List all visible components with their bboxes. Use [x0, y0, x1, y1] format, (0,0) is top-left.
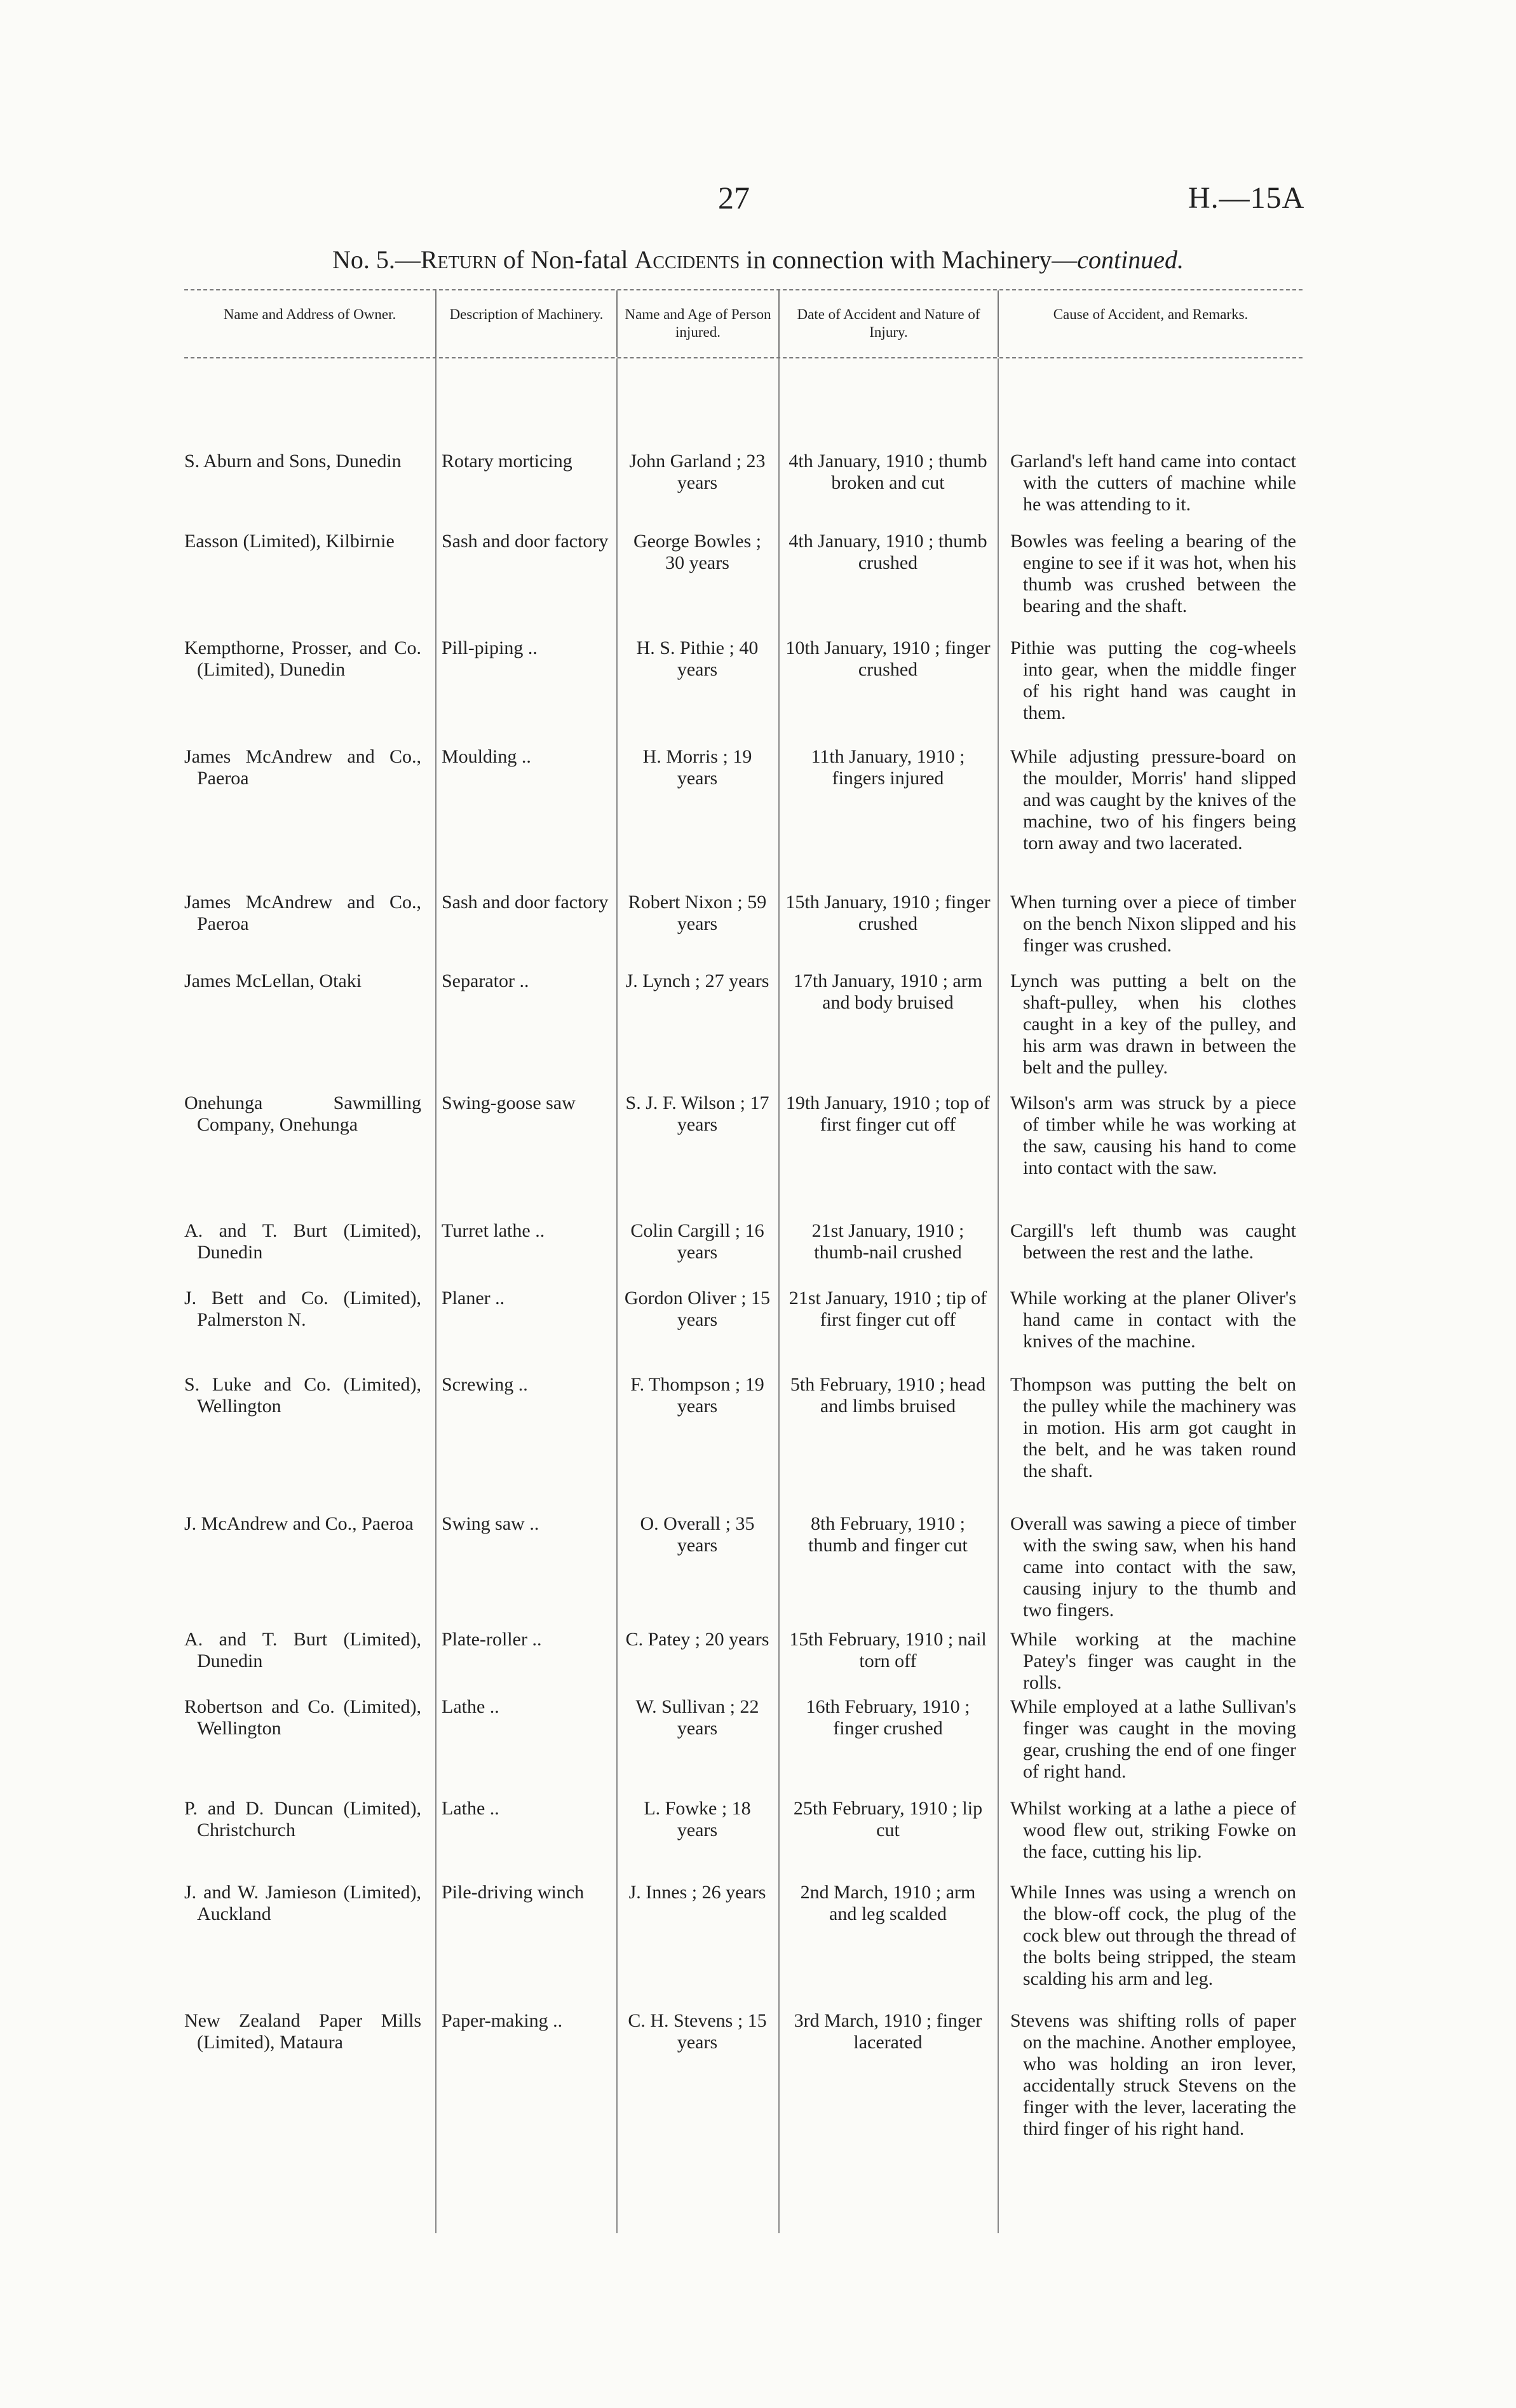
table-row	[184, 1220, 1303, 1263]
table-row	[184, 1513, 1303, 1621]
header-injury: Date of Accident and Nature of Injury.	[778, 290, 998, 357]
cell-cause: Wilson's arm was struck by a piece of timber while he was working at the saw, causing his hand to come into contact with the saw.	[1010, 1092, 1296, 1179]
table-header	[184, 290, 1303, 358]
cell-person: Gordon Oliver ; 15 years	[624, 1288, 771, 1331]
cell-injury: 10th January, 1910 ; finger crushed	[785, 637, 991, 681]
column-separator	[778, 358, 780, 2233]
table-row	[184, 970, 1303, 1078]
cell-cause: Thompson was putting the belt on the pulley while the machinery was in motion. His arm got caught in the belt, and he was taken round the shaft.	[1010, 1374, 1296, 1482]
cell-machinery: Planer ..	[442, 1288, 505, 1309]
table-row	[184, 1374, 1303, 1482]
cell-injury: 2nd March, 1910 ; arm and leg scalded	[800, 1882, 976, 1925]
cell-injury: 8th February, 1910 ; thumb and finger cut	[808, 1513, 968, 1556]
cell-person: J. Innes ; 26 years	[628, 1882, 766, 1903]
cell-person: Robert Nixon ; 59 years	[628, 892, 767, 935]
table-row	[184, 1092, 1303, 1179]
cell-machinery: Turret lathe ..	[442, 1220, 545, 1242]
cell-owner: Kempthorne, Prosser, and Co. (Limited), Dunedin	[184, 637, 421, 681]
cell-person: F. Thompson ; 19 years	[630, 1374, 764, 1417]
cell-machinery: Swing-goose saw	[442, 1092, 576, 1114]
cell-injury: 3rd March, 1910 ; finger lacerated	[794, 2010, 982, 2053]
cell-person: George Bowles ; 30 years	[633, 531, 762, 574]
cell-injury: 21st January, 1910 ; thumb-nail crushed	[811, 1220, 964, 1263]
title-return: Return	[420, 245, 497, 274]
cell-owner: J. McAndrew and Co., Paeroa	[184, 1513, 414, 1535]
header-owner: Name and Address of Owner.	[223, 306, 396, 322]
cell-person: Colin Cargill ; 16 years	[630, 1220, 764, 1263]
cell-injury: 16th February, 1910 ; finger crushed	[806, 1696, 970, 1739]
table-row	[184, 1798, 1303, 1863]
cell-owner: A. and T. Burt (Limited), Dunedin	[184, 1629, 421, 1672]
cell-machinery: Pile-driving winch	[442, 1882, 585, 1903]
table-row	[184, 1882, 1303, 1990]
header-cause: Cause of Accident, and Remarks.	[998, 290, 1303, 357]
cell-cause: While working at the planer Oliver's hand came in contact with the knives of the machine.	[1010, 1288, 1296, 1352]
cell-owner: J. Bett and Co. (Limited), Palmerston N.	[184, 1288, 421, 1331]
table-row	[184, 637, 1303, 724]
cell-person: O. Overall ; 35 years	[640, 1513, 755, 1556]
cell-machinery: Rotary morticing	[442, 451, 572, 472]
cell-owner: S. Aburn and Sons, Dunedin	[184, 451, 402, 472]
cell-injury: 15th February, 1910 ; nail torn off	[789, 1629, 987, 1672]
cell-owner: Onehunga Sawmilling Company, Onehunga	[184, 1092, 421, 1136]
table-row	[184, 1696, 1303, 1783]
cell-injury: 25th February, 1910 ; lip cut	[793, 1798, 983, 1841]
cell-cause: Stevens was shifting rolls of paper on the machine. Another employee, who was holding an iron lever, accidentally struck Stevens on the finger with the lever, lacerating the third finger of his right hand.	[1010, 2010, 1296, 2140]
cell-machinery: Plate-roller ..	[442, 1629, 542, 1650]
cell-machinery: Screwing ..	[442, 1374, 528, 1396]
cell-machinery: Lathe ..	[442, 1798, 499, 1820]
cell-injury: 4th January, 1910 ; thumb broken and cut	[788, 451, 987, 494]
cell-owner: New Zealand Paper Mills (Limited), Mataura	[184, 2010, 421, 2053]
cell-owner: S. Luke and Co. (Limited), Wellington	[184, 1374, 421, 1417]
cell-machinery: Lathe ..	[442, 1696, 499, 1718]
cell-owner: J. and W. Jamieson (Limited), Auckland	[184, 1882, 421, 1925]
title-prefix: No. 5.—	[332, 245, 421, 274]
cell-cause: Whilst working at a lathe a piece of wood flew out, striking Fowke on the face, cutting his lip.	[1010, 1798, 1296, 1863]
cell-injury: 19th January, 1910 ; top of first finger cut off	[785, 1092, 991, 1136]
title-accidents: Accidents	[634, 245, 740, 274]
table-row	[184, 2010, 1303, 2140]
cell-injury: 11th January, 1910 ; fingers injured	[811, 746, 965, 789]
cell-injury: 5th February, 1910 ; head and limbs bruised	[790, 1374, 986, 1417]
table-body	[184, 358, 1303, 2233]
cell-cause: Cargill's left thumb was caught between the rest and the lathe.	[1010, 1220, 1296, 1263]
cell-person: W. Sullivan ; 22 years	[635, 1696, 759, 1739]
page-title	[0, 245, 1516, 275]
title-rest: in connection with Machinery—	[740, 245, 1078, 274]
accidents-table	[184, 289, 1303, 2233]
cell-machinery: Paper-making ..	[442, 2010, 563, 2032]
cell-machinery: Swing saw ..	[442, 1513, 539, 1535]
cell-person: S. J. F. Wilson ; 17 years	[625, 1092, 769, 1136]
cell-owner: James McAndrew and Co., Paeroa	[184, 892, 421, 935]
cell-owner: Easson (Limited), Kilbirnie	[184, 531, 395, 552]
cell-person: H. S. Pithie ; 40 years	[636, 637, 759, 681]
cell-cause: While Innes was using a wrench on the blow-off cock, the plug of the cock blew out through the thread of the bolts being stripped, the steam scalding his arm and leg.	[1010, 1882, 1296, 1990]
cell-person: J. Lynch ; 27 years	[625, 970, 769, 992]
cell-person: L. Fowke ; 18 years	[644, 1798, 751, 1841]
cell-owner: Robertson and Co. (Limited), Wellington	[184, 1696, 421, 1739]
cell-cause: Lynch was putting a belt on the shaft-pulley, when his clothes caught in a key of the pulley, and his arm was drawn in between the belt and the pulley.	[1010, 970, 1296, 1078]
cell-cause: Bowles was feeling a bearing of the engine to see if it was hot, when his thumb was crushed between the bearing and the shaft.	[1010, 531, 1296, 617]
column-separator	[616, 358, 618, 2233]
table-row	[184, 746, 1303, 854]
cell-owner: James McAndrew and Co., Paeroa	[184, 746, 421, 789]
header-machinery: Description of Machinery.	[435, 290, 616, 357]
cell-injury: 4th January, 1910 ; thumb crushed	[788, 531, 987, 574]
cell-person: C. H. Stevens ; 15 years	[628, 2010, 767, 2053]
table-row	[184, 1629, 1303, 1694]
cell-cause: Overall was sawing a piece of timber with the swing saw, when his hand came into contact with the saw, causing injury to the thumb and two fingers.	[1010, 1513, 1296, 1621]
document-reference: H.—15A	[1188, 181, 1305, 215]
column-separator	[998, 358, 999, 2233]
cell-machinery: Separator ..	[442, 970, 529, 992]
cell-cause: Pithie was putting the cog-wheels into gear, when the middle finger of his right hand was caught in them.	[1010, 637, 1296, 724]
header-person: Name and Age of Person injured.	[616, 290, 778, 357]
column-separator	[435, 358, 437, 2233]
cell-machinery: Moulding ..	[442, 746, 531, 768]
cell-cause: When turning over a piece of timber on the bench Nixon slipped and his finger was crushed.	[1010, 892, 1296, 956]
title-continued: continued.	[1077, 245, 1184, 274]
page-number: 27	[718, 180, 750, 215]
cell-person: John Garland ; 23 years	[629, 451, 766, 494]
cell-cause: While working at the machine Patey's finger was caught in the rolls.	[1010, 1629, 1296, 1694]
cell-person: C. Patey ; 20 years	[625, 1629, 769, 1650]
cell-person: H. Morris ; 19 years	[642, 746, 752, 789]
cell-cause: While employed at a lathe Sullivan's finger was caught in the moving gear, crushing the end of one finger of right hand.	[1010, 1696, 1296, 1783]
cell-injury: 15th January, 1910 ; finger crushed	[785, 892, 991, 935]
cell-machinery: Sash and door factory	[442, 892, 609, 913]
table-row	[184, 892, 1303, 956]
cell-injury: 17th January, 1910 ; arm and body bruised	[793, 970, 983, 1014]
table-row	[184, 451, 1303, 515]
cell-owner: P. and D. Duncan (Limited), Christchurch	[184, 1798, 421, 1841]
cell-cause: While adjusting pressure-board on the moulder, Morris' hand slipped and was caught by the knives of the machine, two of his fingers being torn away and two lacerated.	[1010, 746, 1296, 854]
cell-injury: 21st January, 1910 ; tip of first finger cut off	[788, 1288, 987, 1331]
table-row	[184, 531, 1303, 617]
cell-owner: James McLellan, Otaki	[184, 970, 362, 992]
table-row	[184, 1288, 1303, 1352]
cell-machinery: Pill-piping ..	[442, 637, 538, 659]
cell-machinery: Sash and door factory	[442, 531, 609, 552]
cell-cause: Garland's left hand came into contact with the cutters of machine while he was attending to it.	[1010, 451, 1296, 515]
title-mid: of Non-fatal	[496, 245, 635, 274]
cell-owner: A. and T. Burt (Limited), Dunedin	[184, 1220, 421, 1263]
